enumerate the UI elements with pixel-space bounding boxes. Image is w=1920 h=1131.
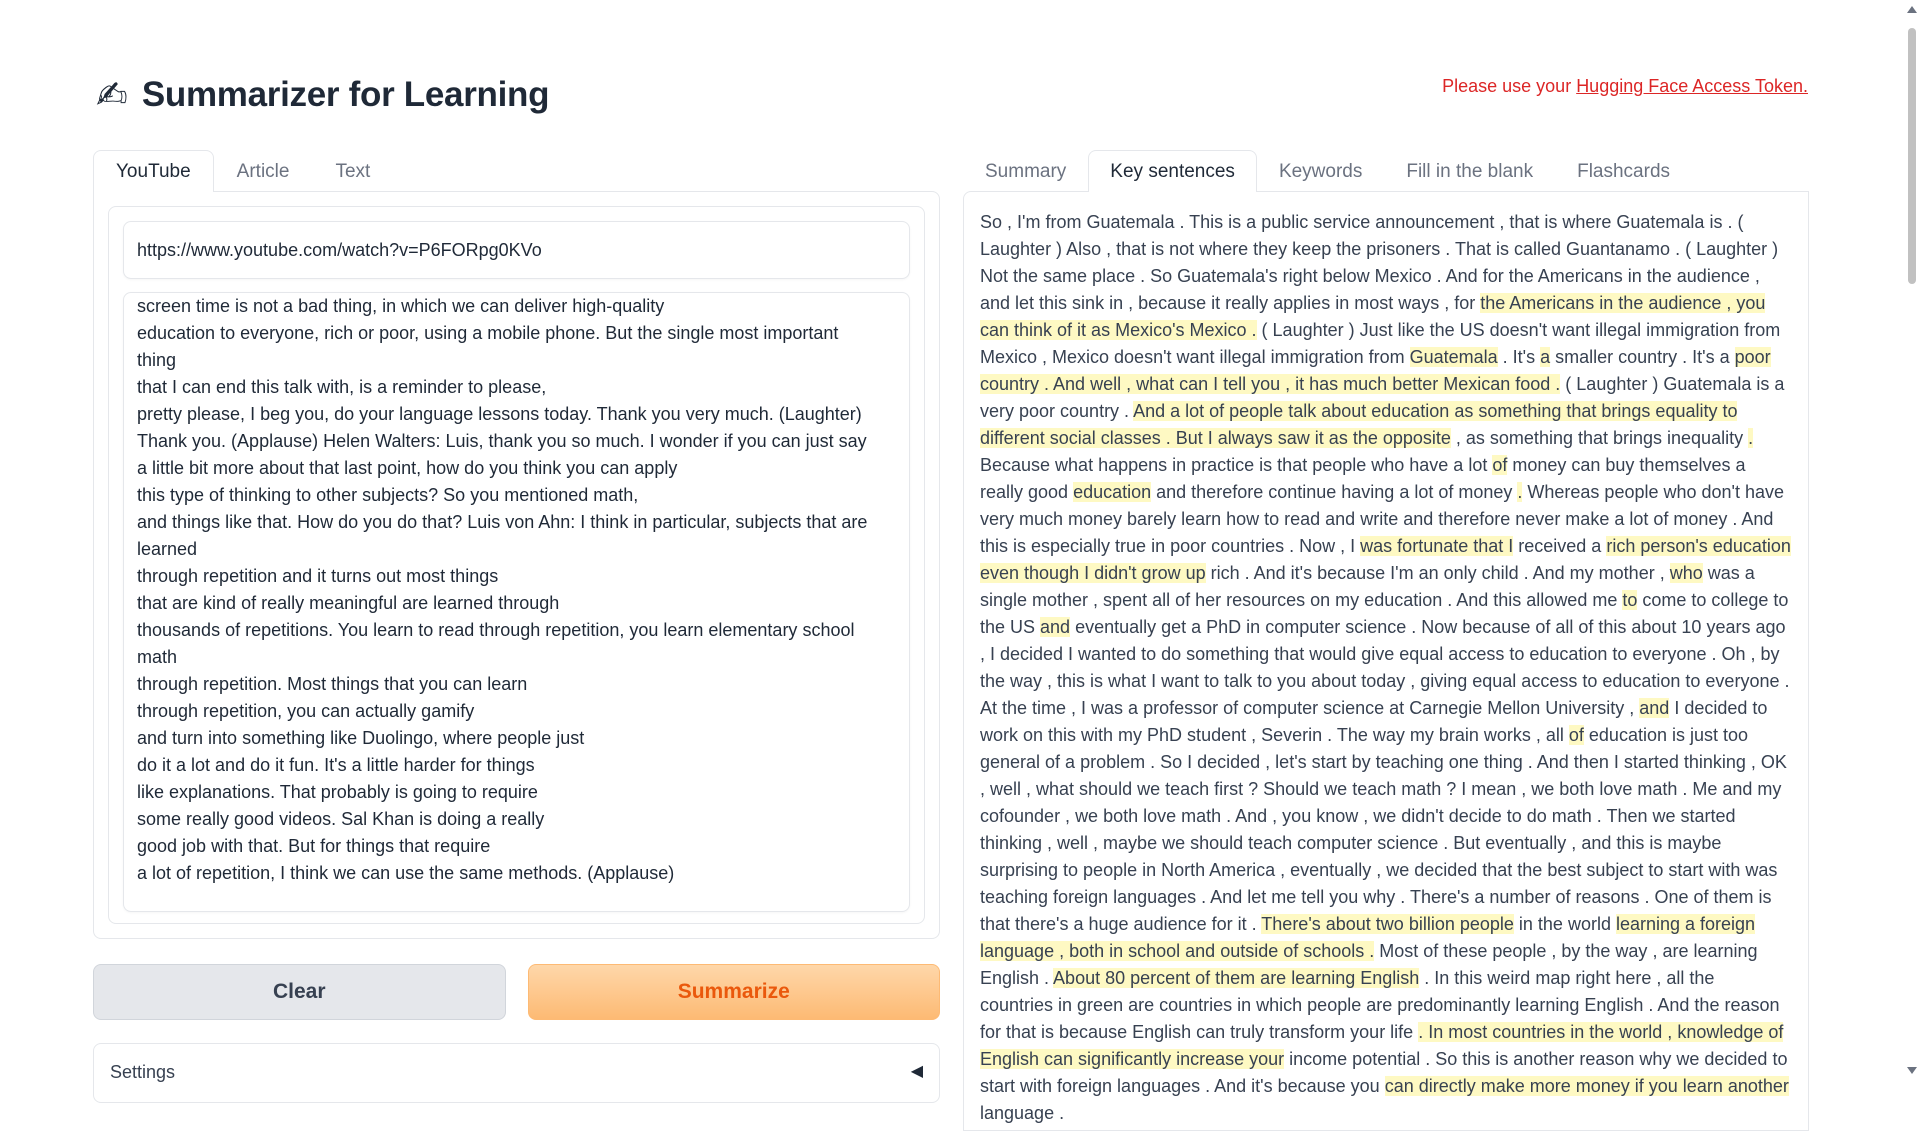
sentence-text: . It's	[1497, 347, 1541, 367]
sentence-text: received a	[1513, 536, 1607, 556]
sentence-text: income potential .	[1284, 1049, 1436, 1069]
token-notice	[1442, 74, 1808, 98]
output-panel	[963, 150, 1809, 1131]
right-tab-summary[interactable]: Summary	[985, 161, 1067, 182]
left-tab-article[interactable]: Article	[236, 161, 290, 182]
left-tab-youtube[interactable]: YouTube	[93, 150, 214, 192]
youtube-input-group	[108, 206, 925, 924]
highlighted-key-sentence: Guatemala	[1409, 347, 1498, 367]
sentence-text: language .	[980, 1103, 1065, 1123]
highlighted-key-sentence: and	[1040, 617, 1071, 637]
highlighted-key-sentence: the Americans in the audience , you can think of it as Mexico's Mexico .	[980, 293, 1766, 340]
sentence-text: and therefore continue having a lot of money	[1151, 482, 1518, 502]
scroll-thumb[interactable]	[1908, 28, 1916, 284]
page-title: Summarizer for Learning	[141, 75, 550, 114]
highlighted-key-sentence: rich person's education even though I didn't grow up	[980, 536, 1791, 583]
writing-hand-icon: ✍	[96, 73, 128, 117]
sentence-text: Most of these people , by the way , are learning English .	[980, 941, 1758, 988]
page-scrollbar[interactable]	[1903, 0, 1920, 1080]
sentence-text: money can buy themselves a really good	[980, 455, 1746, 502]
highlighted-key-sentence: to	[1622, 590, 1638, 610]
right-tab-fill-in-the-blank[interactable]: Fill in the blank	[1406, 161, 1534, 182]
highlighted-key-sentence: learning a foreign language , both in school and outside of schools .	[980, 914, 1756, 961]
highlighted-key-sentence: And a lot of people talk about education as something that brings equality to different social classes . But I always saw it as the opposite	[980, 401, 1738, 448]
highlighted-key-sentence: of	[1492, 455, 1508, 475]
sentence-text: . In this weird map right here , all the countries in green are countries in which people are predominantly learning English . And the reason for that is because English can truly transform your life	[980, 968, 1780, 1042]
sentence-text: Because what happens in practice is that people who have a lot	[980, 455, 1493, 475]
sentence-text: education is just too general of a problem . So I decided , let's start by teaching one thing . And then I started thinking , OK , well , what should we teach first ? Should we teach math ? I mean , we both love math . Me and my cofounder , we both love math . And , you know , we didn't decide to do math . Then we started thinking , well , maybe we should teach computer science . But eventually , and this is maybe surprising to people in North America , eventually , we decided that the best subject to start with was teaching foreign languages . And let me tell you why . There's a number of reasons . One of them is that there's a huge audience for it .	[980, 725, 1787, 934]
sentence-text: ( Laughter ) Guatemala is a very poor country .	[980, 374, 1785, 421]
output-tabs	[963, 150, 1809, 192]
sentence-text: was a single mother , spent all of her resources on my education . And this allowed me	[980, 563, 1755, 610]
sentence-text: , as something that brings inequality	[1450, 428, 1749, 448]
highlighted-key-sentence: and	[1639, 698, 1670, 718]
highlighted-key-sentence: education	[1073, 482, 1152, 502]
sentence-text: smaller country . It's a	[1550, 347, 1735, 367]
right-tab-key-sentences[interactable]: Key sentences	[1088, 150, 1257, 192]
highlighted-key-sentence: can directly make more money if you learn another	[1384, 1076, 1789, 1096]
left-tab-text[interactable]: Text	[335, 161, 371, 182]
sentence-text: rich . And it's because I'm an only child . And my mother ,	[1205, 563, 1670, 583]
right-tab-flashcards[interactable]: Flashcards	[1577, 161, 1671, 182]
caret-left-icon[interactable]: ◀	[910, 1063, 923, 1080]
right-tab-keywords[interactable]: Keywords	[1278, 161, 1363, 182]
key-sentences-output	[963, 191, 1809, 1131]
transcript-textarea[interactable]	[123, 292, 910, 912]
scroll-down-arrow-icon[interactable]	[1907, 1067, 1917, 1074]
highlighted-key-sentence: poor country . And well , what can I tell you , it has much better Mexican food .	[980, 347, 1771, 394]
sentence-text: ( Laughter ) Just like the US doesn't want illegal immigration from Mexico , Mexico doesn't want illegal immigration from	[980, 320, 1781, 367]
sentence-text: So this is another reason why we decided to start with foreign languages . And it's because you	[980, 1049, 1788, 1096]
action-buttons	[93, 964, 940, 1020]
highlighted-key-sentence: . In most countries in the world , knowledge of English can significantly increase your	[980, 1022, 1784, 1069]
key-sentences-text	[980, 209, 1792, 1127]
highlighted-key-sentence: a	[1540, 347, 1551, 367]
highlighted-key-sentence: of	[1568, 725, 1584, 745]
input-tabs	[93, 150, 940, 192]
highlighted-key-sentence: About 80 percent of them are learning English	[1053, 968, 1420, 988]
sentence-text: I decided to work on this with my PhD student , Severin . The way my brain works , all	[980, 698, 1768, 745]
youtube-url-input[interactable]	[123, 221, 910, 279]
highlighted-key-sentence: who	[1669, 563, 1703, 583]
app-header	[96, 70, 1808, 120]
sentence-text: Whereas people who don't have very much money barely learn how to read and write and therefore never make a lot of money . And this is especially true in poor countries . Now , I	[980, 482, 1785, 556]
sentence-text: in the world	[1513, 914, 1616, 934]
token-notice-text: Please use your	[1442, 76, 1577, 96]
sentence-text: eventually get a PhD in computer science . Now because of all of this about 10 years ago , I decided I wanted to do something that would give equal access to education to everyone . Oh , by the way , this is what I want to talk to you about today , giving equal access to education to everyone . At the time , I was a professor of computer science at Carnegie Mellon University ,	[980, 617, 1790, 718]
highlighted-key-sentence: was fortunate that I	[1360, 536, 1514, 556]
input-panel	[93, 150, 940, 939]
clear-button[interactable]: Clear	[93, 964, 506, 1020]
sentence-text: come to college to the US	[980, 590, 1789, 637]
settings-accordion[interactable]	[93, 1043, 940, 1103]
summarize-button[interactable]: Summarize	[528, 964, 941, 1020]
input-tab-content	[93, 191, 940, 939]
hugging-face-token-link[interactable]: Hugging Face Access Token.	[1576, 76, 1808, 96]
highlighted-key-sentence: There's about two billion people	[1261, 914, 1514, 934]
sentence-text: So , I'm from Guatemala . This is a public service announcement , that is where Guatemala is . ( Laughter ) Also , that is not where they keep the prisoners . That is called Guantanamo . ( Laughter ) Not the same place . So Guatemala's right below Mexico . And for the Americans in the audience , and let this sink in , because it really applies in most ways , for	[980, 212, 1779, 313]
title-wrap	[96, 70, 549, 120]
scroll-up-arrow-icon[interactable]	[1907, 6, 1917, 13]
highlighted-key-sentence: .	[1517, 482, 1523, 502]
highlighted-key-sentence: .	[1748, 428, 1754, 448]
settings-label: Settings	[110, 1062, 176, 1082]
transcript-text: screen time is not a bad thing, in which we can deliver high-quality education to everyone, rich or poor, using a mobile phone. But the single most important thing that I can end this talk with, is a reminder to please, pretty please, I beg you, do your language lessons today. Thank you very much. (Laughter) Thank you. (Applause) Helen Walters: Luis, thank you so much. I wonder if you can just say a little bit more about that last point, how do you think you can apply this type of thinking to other subjects? So you mentioned math, and things like that. How do you do that? Luis von Ahn: I think in particular, subjects that are learned through repetition and it turns out most things that are kind of really meaningful are learned through thousands of repetitions. You learn to read through repetition, you learn elementary school math through repetition. Most things that you can learn through repetition, you can actually gamify and turn into something like Duolingo, where people just do it a lot and do it fun. It's a little harder for things like explanations. That probably is going to require some really good videos. Sal Khan is doing a really good job with that. But for things that require a lot of repetition, I think we can use the same methods. (Applause)	[137, 296, 868, 883]
